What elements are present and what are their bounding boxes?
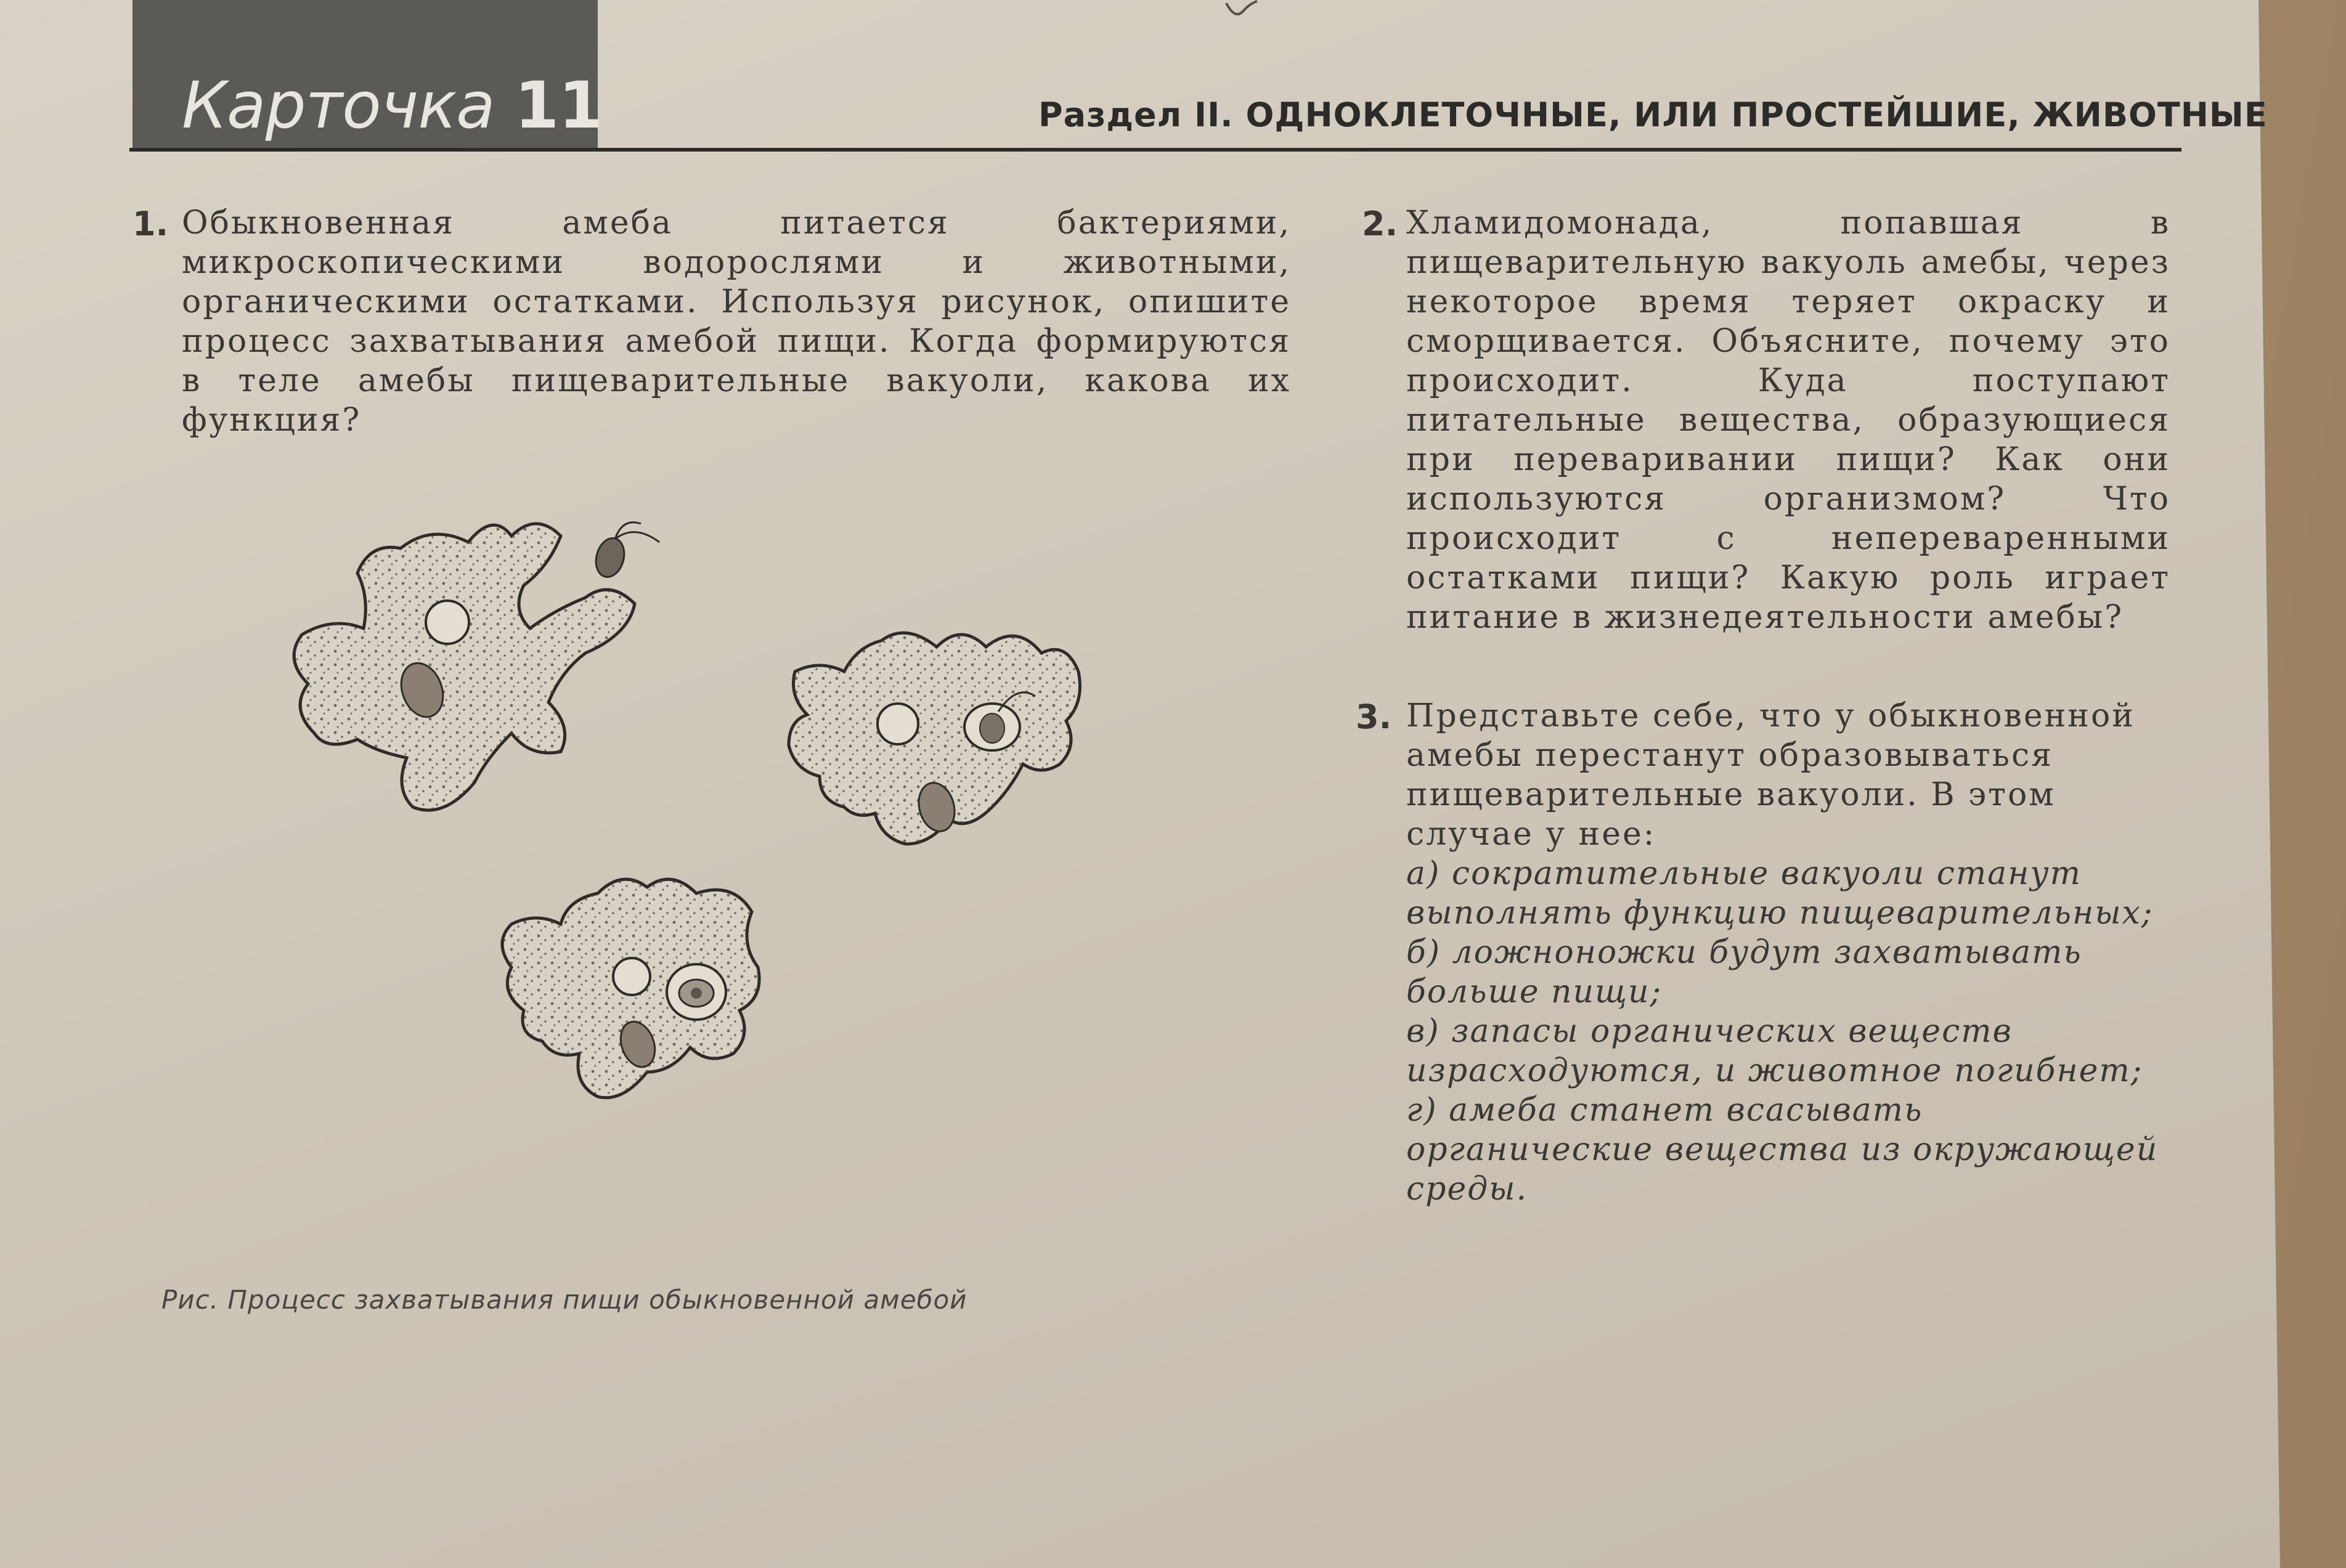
amoeba-illustration — [502, 879, 759, 1098]
figure-caption: Рис. Процесс захватывания пищи обыкновенной амебой — [161, 1285, 967, 1315]
contractile-vacuole — [426, 601, 469, 644]
section-title: Раздел II. ОДНОКЛЕТОЧНЫЕ, ИЛИ ПРОСТЕЙШИЕ, ЖИВОТНЫЕ — [1038, 95, 2268, 134]
question-number: 2. — [1362, 205, 1398, 243]
question-1 — [132, 203, 1303, 440]
amoeba-illustration — [294, 522, 659, 810]
answer-option-a: а) сократительные вакуоли станут выполнять функцию пищеварительных; — [1406, 855, 2154, 932]
pen-mark — [1223, 0, 1260, 25]
question-2 — [1362, 203, 2175, 637]
question-number: 1. — [132, 205, 169, 243]
question-text: Хламидомонада, попавшая в пищеварительную вакуоль амебы, через некоторое время теряет окраску и сморщивается. Объясните, почему это происходит. Куда поступают питательные вещества, образующиеся при переваривании пищи? Как они используются организмом? Что происходит с непереваренными остатками пищи? Какую роль играет питание в жизнедеятельности амебы? — [1406, 205, 2170, 636]
answer-option-d: г) амеба станет всасывать органические вещества из окружающей среды. — [1406, 1092, 2159, 1208]
card-label: Карточка — [182, 68, 495, 143]
card-number: 11 — [514, 68, 603, 143]
answer-option-c: в) запасы органических веществ израсходуются, и животное погибнет; — [1406, 1013, 2143, 1089]
header-divider — [129, 148, 2181, 152]
question-number: 3. — [1356, 697, 1392, 736]
question-3 — [1356, 696, 2175, 1209]
card-title — [182, 68, 603, 143]
answer-option-b: б) ложноножки будут захватывать больше пищи; — [1406, 934, 2082, 1010]
question-text: Представьте себе, что у обыкновенной амебы перестанут образовываться пищеварительные вакуоли. В этом случае у нее: — [1406, 697, 2135, 853]
contractile-vacuole — [613, 958, 650, 995]
amoeba-illustration — [789, 633, 1080, 844]
question-text: Обыкновенная амеба питается бактериями, микроскопическими водорослями и животными, органическими остатками. Используя рисунок, опишите процесс захватывания амебой пищи. Когда формируются в теле амебы пищеварительные вакуоли, какова их функция? — [182, 205, 1291, 439]
contractile-vacuole — [878, 704, 918, 744]
amoeba-figure — [265, 499, 1189, 1220]
